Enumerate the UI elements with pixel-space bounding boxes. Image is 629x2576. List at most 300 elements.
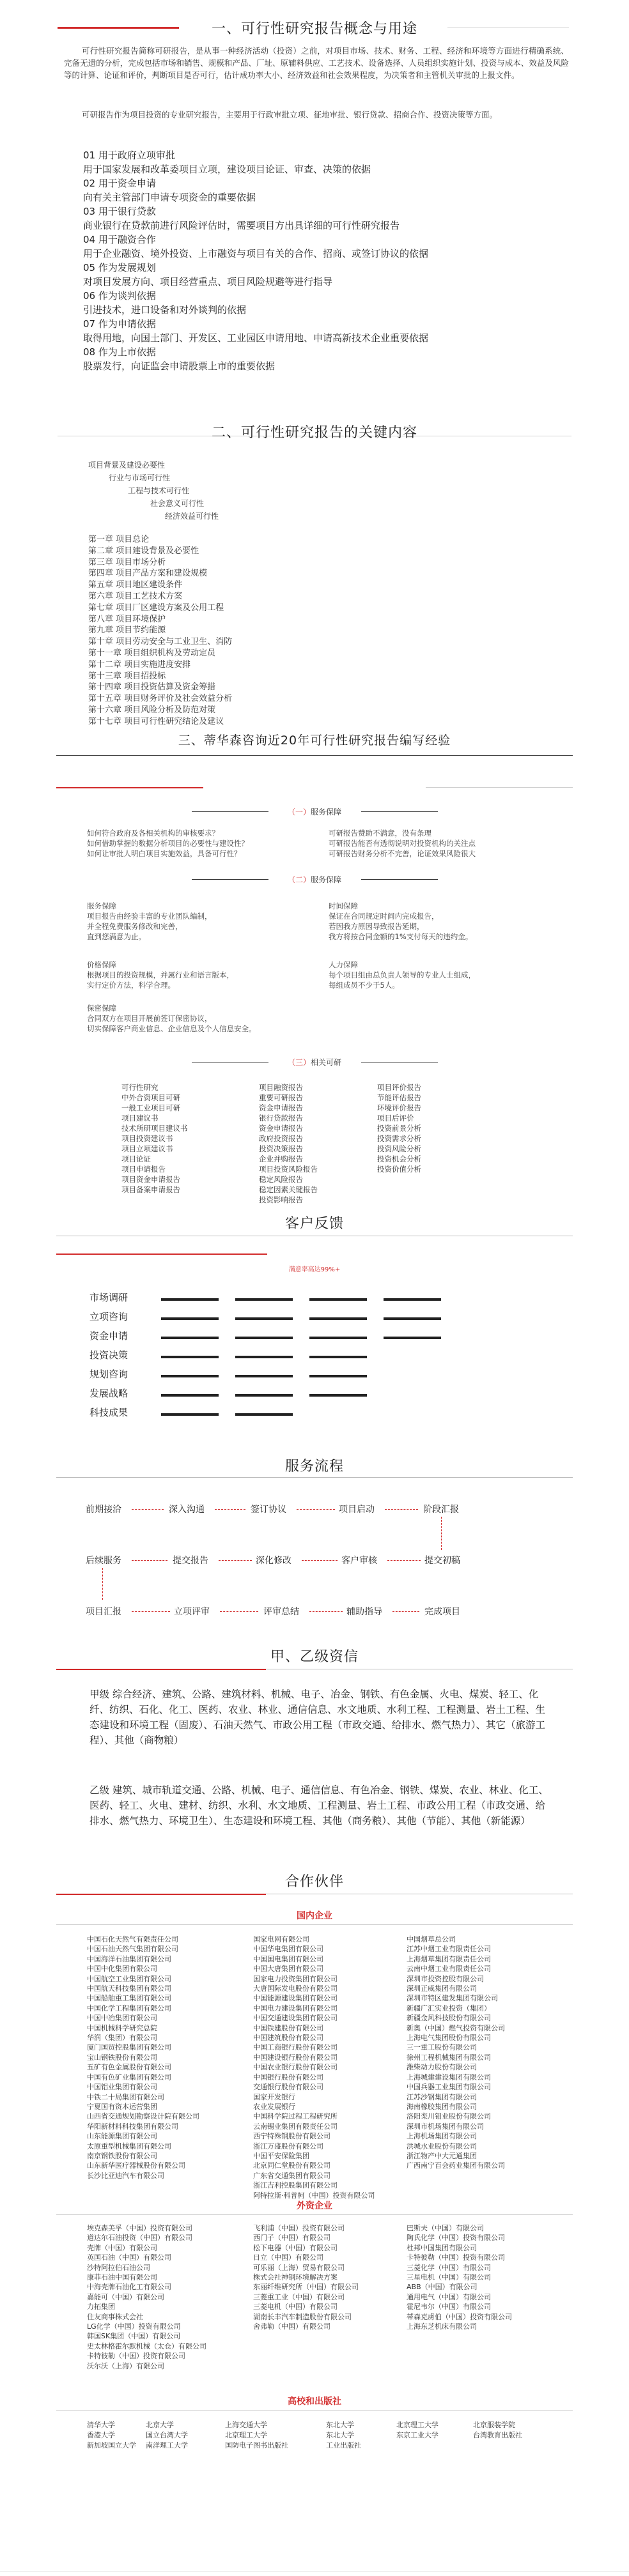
related-heading-text: 相关可研 (311, 1058, 342, 1067)
related-link[interactable]: 政府投资报告 (259, 1134, 303, 1143)
partner-name: 中国工商银行股份有限公司 (253, 2043, 338, 2052)
flow-connector (297, 1509, 335, 1510)
related-link[interactable]: 中外合资项目可研 (121, 1093, 180, 1102)
partner-name: 浙江吉利控股集团有限公司 (253, 2181, 338, 2190)
related-link[interactable]: 一般工业项目可研 (121, 1103, 180, 1112)
related-link[interactable]: 投资风险分析 (377, 1144, 421, 1153)
flow-connector (441, 1517, 442, 1550)
tree-level-2: 行业与市场可行性 (109, 473, 171, 482)
flow-step: 完成项目 (424, 1607, 460, 1617)
flow-title: 服务流程 (284, 1459, 344, 1475)
flow-step: 项目汇报 (86, 1607, 121, 1617)
tree-level-4: 社会意义可行性 (150, 499, 205, 508)
flow-step: 提交初稿 (424, 1556, 460, 1566)
partner-name: 厦门国贸控股集团有限公司 (87, 2043, 171, 2052)
feedback-bar (384, 1317, 441, 1320)
partner-name: 山东新华医疗器械股份有限公司 (87, 2161, 185, 2170)
feedback-bar (161, 1375, 219, 1377)
service-guarantee (87, 901, 212, 942)
chapter-list (88, 534, 232, 728)
partner-name: 北京服装学院 (473, 2421, 515, 2429)
guarantee-concerns (329, 828, 476, 859)
partner-name: 卡特彼勒（中国）投资有限公司 (407, 2253, 505, 2262)
qualification-accent-rule (56, 1669, 266, 1670)
feedback-bar (235, 1413, 293, 1416)
related-link[interactable]: 投资需求分析 (377, 1134, 421, 1143)
partner-name: 陶氏化学（中国）投资有限公司 (407, 2234, 505, 2242)
partner-column (407, 1935, 505, 2171)
partner-name: 中国铝业集团有限公司 (87, 2083, 157, 2092)
partner-name: 中国中冶集团有限公司 (87, 2014, 157, 2023)
partner-name: 交通银行股份有限公司 (253, 2083, 323, 2092)
flow-connector (220, 1611, 258, 1613)
partner-name: 中国电力建设集团有限公司 (253, 2004, 338, 2012)
partner-column (396, 2420, 439, 2441)
feedback-label: 科技成果 (89, 1407, 128, 1418)
feedback-bar (235, 1298, 293, 1301)
flow-step: 深入沟通 (169, 1505, 205, 1515)
partner-name: 国家电网有限公司 (253, 1935, 309, 1943)
chapter-item: 第五章 项目地区建设条件 (88, 580, 183, 590)
partner-name: 中国化学工程集团有限公司 (87, 2004, 171, 2012)
partner-name: 深圳市投资控股有限公司 (407, 1974, 484, 1983)
price-text: 根据项目的投资规模，并属行业和语言版本， (87, 970, 234, 979)
feedback-bar (161, 1317, 219, 1320)
partner-name: 海南橡胶集团有限公司 (407, 2102, 477, 2111)
partner-name: 深圳市特区建发集团有限公司 (407, 1994, 498, 2003)
related-link[interactable]: 资金申请报告 (259, 1124, 303, 1133)
partner-name: 韩国SK集团（中国）有限公司 (87, 2332, 181, 2341)
qualification-title: 甲、乙级资信 (270, 1649, 359, 1665)
partner-name: 上海电气集团股份有限公司 (407, 2034, 491, 2043)
partner-name: ABB（中国）有限公司 (407, 2283, 478, 2292)
flow-connector (132, 1560, 167, 1561)
feedback-row (89, 1343, 486, 1363)
partner-name: 上海东芝机床有限公司 (407, 2322, 477, 2331)
service-text: 项目报告由经验丰富的专业团队编制， (87, 912, 212, 921)
partner-name: 农业发展银行 (253, 2102, 295, 2111)
partner-name: 南洋理工大学 (146, 2441, 188, 2450)
use-heading-apply: 07 作为申请依据 (83, 318, 156, 330)
flow-step: 评审总结 (263, 1607, 299, 1617)
partner-column (473, 2420, 522, 2441)
uses-list (83, 148, 569, 373)
partner-name: 史太林格霍尔默机械（太仓）有限公司 (87, 2342, 206, 2350)
partner-name: 蒂森克虏伯（中国）投资有限公司 (407, 2312, 512, 2321)
partner-name: 中国有色矿业集团有限公司 (87, 2073, 171, 2082)
related-link[interactable]: 项目后评价 (377, 1114, 414, 1123)
partner-name: 清华大学 (87, 2421, 115, 2429)
partner-name: 东北大学 (326, 2421, 354, 2429)
flow-step: 提交报告 (173, 1556, 208, 1566)
related-link[interactable]: 重要可研报告 (259, 1093, 303, 1102)
feedback-bar (235, 1337, 293, 1339)
partner-name: 西门子（中国）有限公司 (253, 2234, 330, 2242)
feedback-bar (235, 1317, 293, 1320)
use-heading-ipo: 08 作为上市依据 (83, 346, 156, 358)
staff-title: 人力保障 (329, 960, 358, 969)
partner-name: 上海机场集团有限公司 (407, 2132, 477, 2141)
related-link[interactable]: 资金申请报告 (259, 1103, 303, 1112)
feedback-bar (161, 1337, 219, 1339)
partner-name: 北京大学 (146, 2421, 174, 2429)
service-text: 直到您满意为止。 (87, 932, 146, 941)
class-b-qualification: 乙级 建筑、城市轨道交通、公路、机械、电子、通信信息、有色冶金、钢铁、煤炭、农业、林业、化工、医药、轻工、火电、建材、纺织、水利、水文地质、工程测量、岩土工程、市政公用工程（市政交通、给排水、燃气热力、环境卫生）、生态建设和环境工程、其他（商务粮）、其他（节能）、其他（新能源） (89, 1784, 548, 1827)
related-link[interactable]: 项目投资建议书 (121, 1134, 173, 1143)
feedback-bar (235, 1394, 293, 1397)
partner-name: 舍弗勒（中国）有限公司 (253, 2322, 330, 2331)
partner-name: 华润（集团）有限公司 (87, 2034, 157, 2043)
feedback-bar (309, 1356, 367, 1358)
feedback-label: 发展战略 (89, 1388, 128, 1399)
chapter-item: 第十一章 项目组织机构及劳动定员 (88, 648, 216, 658)
section3-title: 三、蒂华森咨询近20年可行性研究报告编写经验 (178, 733, 451, 747)
partner-name: 洪城水业股份有限公司 (407, 2142, 477, 2150)
partner-name: 江苏沙钢集团有限公司 (407, 2092, 477, 2101)
price-guarantee (87, 960, 234, 990)
partner-name: 三一重工股份有限公司 (407, 2043, 477, 2052)
partner-name: 南京钢铁股份有限公司 (87, 2151, 157, 2160)
feedback-accent-rule (56, 1254, 267, 1255)
partner-name: 浙江物产中大元通集团 (407, 2151, 477, 2160)
related-link[interactable]: 项目资金申请报告 (121, 1175, 180, 1184)
partner-name: 中国农业银行股份有限公司 (253, 2063, 338, 2072)
partner-name: 中国交通建设集团有限公司 (253, 2014, 338, 2023)
confidential-title: 保密保障 (87, 1004, 116, 1013)
time-text: 我方将按合同金额的1%支付每天的违约金。 (329, 932, 473, 941)
subhead-rule (192, 811, 268, 812)
section1-title: 一、可行性研究报告概念与用途 (211, 21, 417, 37)
partner-name: 道达尔石油投资（中国）有限公司 (87, 2234, 192, 2242)
chapter-item: 第十章 项目劳动安全与工业卫生、消防 (88, 637, 233, 647)
partner-name: 湖南长丰汽车制造股份有限公司 (253, 2312, 352, 2321)
partner-name: 嘉能可（中国）有限公司 (87, 2292, 164, 2301)
partner-name: 中国科学院过程工程研究所 (253, 2112, 338, 2121)
partner-column (225, 2420, 288, 2451)
time-text: 若因我方原因导致报告延期， (329, 922, 424, 931)
partner-name: 深圳市机场集团有限公司 (407, 2122, 484, 2131)
flow-step: 客户审核 (341, 1556, 377, 1566)
use-desc-apply: 取得用地，向国土部门、开发区、工业园区申请用地、申请高新技术企业重要依据 (83, 332, 429, 344)
partner-name: 国防电子图书出版社 (225, 2441, 288, 2450)
partner-name: 东京工业大学 (396, 2431, 439, 2439)
flow-step: 立项评审 (174, 1607, 210, 1617)
use-heading-plan: 05 作为发展规划 (83, 262, 156, 273)
partner-name: 新奥（中国）燃气投资有限公司 (407, 2023, 505, 2032)
chapter-item: 第八章 项目环境保护 (88, 614, 166, 624)
partner-name: 江苏中烟工业有限责任公司 (407, 1945, 491, 1954)
time-title: 时间保障 (329, 901, 358, 910)
partner-name: 东北大学 (326, 2431, 354, 2439)
partner-column (326, 2420, 361, 2451)
subhead-rule (361, 811, 438, 812)
related-link[interactable]: 投资决策报告 (259, 1144, 303, 1153)
chapter-item: 第十六章 项目风险分析及防范对策 (88, 705, 216, 715)
feedback-bar (309, 1317, 367, 1320)
use-heading-fund: 02 用于资金申请 (83, 178, 156, 189)
flow-connector (132, 1509, 164, 1510)
feedback-label: 投资决策 (89, 1349, 128, 1361)
chapter-item: 第十五章 项目财务评价及社会效益分析 (88, 694, 233, 704)
partner-column (87, 1935, 199, 2181)
related-link[interactable]: 银行贷款报告 (259, 1114, 303, 1123)
flow-connector (219, 1560, 252, 1561)
partner-name: 台湾教育出版社 (473, 2431, 522, 2439)
partner-name: 山东能源集团有限公司 (87, 2132, 157, 2141)
partner-name: 大唐国际发电股份有限公司 (253, 1984, 338, 1993)
partner-name: 埃克森美孚（中国）投资有限公司 (87, 2224, 192, 2232)
guarantee-questions (87, 828, 249, 859)
flow-step: 深化修改 (256, 1556, 291, 1566)
feedback-label: 资金申请 (89, 1330, 128, 1342)
partner-name: 住友商事株式会社 (87, 2312, 143, 2321)
category-divider (56, 2410, 573, 2411)
related-link[interactable]: 投资机会分析 (377, 1154, 421, 1163)
partner-name: 工业出版社 (326, 2441, 361, 2450)
chapter-item: 第二章 项目建设背景及必要性 (88, 546, 199, 556)
flow-step: 签订协议 (251, 1505, 286, 1515)
concern-item: 可研报告赞助不满意，没有条理 (329, 829, 431, 838)
flow-divider (56, 1477, 573, 1478)
partner-name: 上海烟草集团有限责任公司 (407, 1954, 491, 1963)
chapter-item: 第九章 项目节约能源 (88, 625, 166, 636)
chapter-item: 第十二章 项目实施进度安排 (88, 659, 191, 670)
section3-divider (426, 787, 573, 788)
partner-name: 五矿有色金属股份有限公司 (87, 2063, 171, 2072)
feedback-bar (235, 1356, 293, 1358)
related-link[interactable]: 项目评价报告 (377, 1083, 421, 1092)
partner-name: 广东省交通集团有限公司 (253, 2171, 330, 2180)
partner-name: 中国建设银行股份有限公司 (253, 2053, 338, 2062)
feedback-label: 立项咨询 (89, 1311, 128, 1322)
academic-title: 高校和出版社 (288, 2396, 341, 2407)
flow-connector (102, 1568, 104, 1600)
partner-name: 松下电器（中国）有限公司 (253, 2243, 338, 2252)
tree-level-3: 工程与技术可行性 (128, 486, 190, 495)
partner-name: 株式会社神钢环境解决方案 (253, 2273, 338, 2282)
tree-level-5: 经济效益可行性 (165, 512, 219, 521)
partner-name: 力拓集团 (87, 2303, 115, 2312)
staff-text: 每组成员不少于5人。 (329, 981, 400, 990)
partner-column (253, 2223, 359, 2331)
partner-name: 中国船舶重工集团有限公司 (87, 1994, 171, 2003)
related-link[interactable]: 项目投资风险报告 (259, 1165, 318, 1174)
partner-name: 中国烟草总公司 (407, 1935, 456, 1943)
flow-step: 前期接洽 (86, 1505, 121, 1515)
chapter-item: 第十七章 项目可行性研究结论及建议 (88, 716, 224, 726)
flow-connector (387, 1560, 421, 1561)
related-link[interactable]: 稳定风险报告 (259, 1175, 303, 1184)
class-a-qualification: 甲级 综合经济、建筑、公路、建筑材料、机械、电子、冶金、钢铁、有色金属、火电、煤炭、轻工、化纤、纺织、石化、化工、医药、农业、林业、通信信息、水文地质、水利工程、工程测量、岩土工程、生态建设和环境工程（固废）、石油天然气、市政公用工程（市政交通、给排水、燃气热力）、其它（旅游工程）、其他（商物粮） (89, 1689, 546, 1746)
flow-step: 后续服务 (86, 1556, 121, 1566)
partner-name: 卡特彼勒（中国）投资有限公司 (87, 2352, 185, 2361)
service-text: 并全程免费服务修改和完善， (87, 922, 183, 931)
flow-step: 项目启动 (339, 1505, 375, 1515)
partner-name: 飞利浦（中国）投资有限公司 (253, 2224, 345, 2232)
guarantee-heading-num: （一） (287, 808, 311, 816)
related-list (121, 1082, 518, 1210)
partner-name: 日立（中国）有限公司 (253, 2253, 323, 2262)
flow-connector (132, 1611, 170, 1613)
chapter-item: 第七章 项目厂区建设方案及公用工程 (88, 602, 224, 613)
flow-step: 阶段汇报 (423, 1505, 459, 1515)
partner-name: 三菱化学（中国）有限公司 (407, 2263, 491, 2272)
partner-name: 壳牌（中国）有限公司 (87, 2243, 157, 2252)
partner-name: 深圳正威集团有限公司 (407, 1984, 477, 1993)
partner-name: 新加坡国立大学 (87, 2441, 136, 2450)
foreign-title: 外资企业 (297, 2201, 332, 2211)
chapter-item: 第三章 项目市场分析 (88, 557, 166, 567)
guarantee2-heading-text: 服务保障 (311, 875, 342, 884)
category-divider (56, 1924, 573, 1925)
partner-name: 中国石油天然气集团有限公司 (87, 1945, 178, 1954)
partner-name: 可乐丽（上海）贸易有限公司 (253, 2263, 345, 2272)
partner-name: 中国航天科技集团有限公司 (87, 1984, 171, 1993)
partner-name: 北京同仁堂股份有限公司 (253, 2161, 330, 2170)
partner-name: 国立台湾大学 (146, 2431, 188, 2439)
section3-accent-rule (56, 787, 203, 788)
chapter-item: 第十四章 项目投资估算及资金筹措 (88, 682, 216, 693)
guarantee2-heading-num: （二） (287, 875, 311, 884)
partner-name: 通用电气（中国）有限公司 (407, 2292, 491, 2301)
related-link[interactable]: 项目申请报告 (121, 1165, 166, 1174)
flow-connector (215, 1509, 245, 1510)
related-link[interactable]: 稳定因素关键报告 (259, 1185, 318, 1194)
feedback-bar (309, 1337, 367, 1339)
flow-connector (309, 1611, 343, 1613)
use-desc-ipo: 股票发行，向证监会申请股票上市的重要依据 (83, 360, 276, 372)
partners-accent-rule (56, 1894, 266, 1895)
related-link[interactable]: 投资价值分析 (377, 1165, 421, 1174)
related-link[interactable]: 可行性研究 (121, 1083, 159, 1092)
partner-name: 新疆金风科技股份有限公司 (407, 2014, 491, 2023)
question-item: 如何让审批人明白项目实施效益，具备可行性？ (87, 849, 242, 858)
related-link[interactable]: 投资前景分析 (377, 1124, 421, 1133)
feedback-row (89, 1324, 486, 1344)
partner-name: 中国航空工业集团有限公司 (87, 1974, 171, 1983)
feedback-bar (309, 1298, 367, 1301)
feedback-row (89, 1305, 486, 1325)
staff-guarantee (329, 960, 476, 990)
related-link[interactable]: 项目论证 (121, 1154, 151, 1163)
partners-title: 合作伙伴 (284, 1874, 344, 1890)
related-link[interactable]: 项目立项建议书 (121, 1144, 173, 1153)
use-desc-finance: 用于企业融资、境外投资、上市融资与项目有关的合作、招商、或签订协议的依据 (83, 248, 429, 259)
use-heading-negotiate: 06 作为谈判依据 (83, 290, 156, 302)
guarantee2-heading (0, 874, 629, 885)
partner-name: 沃尔沃（上海）有限公司 (87, 2361, 164, 2370)
section2-title: 二、可行性研究报告的关键内容 (211, 425, 417, 441)
use-desc-fund: 向有关主管部门申请专项资金的重要依据 (83, 192, 256, 203)
partner-name: 北京理工大学 (225, 2431, 267, 2439)
partner-name: 中国中化集团有限公司 (87, 1965, 157, 1974)
related-col-3 (377, 1082, 421, 1174)
related-link[interactable]: 项目建议书 (121, 1114, 159, 1123)
confidential-text: 合同双方在项目开展前签订保密协议， (87, 1014, 212, 1023)
partner-name: 华阳新材料科技集团有限公司 (87, 2122, 178, 2131)
partner-name: 中国能源建设集团有限公司 (253, 1994, 338, 2003)
partner-name: 三菱电机（中国）有限公司 (253, 2303, 338, 2312)
related-link[interactable]: 项目备案申请报告 (121, 1185, 180, 1194)
partner-name: 浙江万盛股份有限公司 (253, 2142, 323, 2150)
partner-name: 西宁特殊钢股份有限公司 (253, 2132, 330, 2141)
price-title: 价格保障 (87, 960, 116, 969)
partner-name: 中国银行股份有限公司 (253, 2073, 323, 2082)
feedback-bar (309, 1394, 367, 1397)
chapter-item: 第十三章 项目招投标 (88, 671, 166, 681)
related-link[interactable]: 节能评估报告 (377, 1093, 421, 1102)
related-heading-num: （三） (287, 1058, 311, 1067)
partner-name: 东丽纤维研究所（中国）有限公司 (253, 2283, 359, 2292)
related-col-1 (121, 1082, 188, 1195)
partner-name: 中国平安保险集团 (253, 2151, 309, 2160)
guarantee-heading-text: 服务保障 (311, 808, 342, 816)
flow-connector (392, 1611, 419, 1613)
use-desc-negotiate: 引进技术，进口设备和对外谈判的依据 (83, 304, 247, 316)
guarantee-heading (0, 806, 629, 817)
feedback-bar (161, 1356, 219, 1358)
time-guarantee (329, 901, 472, 942)
related-heading (0, 1057, 629, 1068)
partner-name: 中国海洋石油集团有限公司 (87, 1954, 171, 1963)
partner-name: 三星电机（中国）有限公司 (407, 2273, 491, 2282)
partner-name: 巴斯夫（中国）有限公司 (407, 2224, 484, 2232)
intro-paragraph: 可行性研究报告简称可研报告，是从事一种经济活动（投资）之前，对项目市场、技术、财务、工程、经济和环境等方面进行精确系统、完备无遗的分析，完成包括市场和销售、规模和产品、厂址、原辅料供应、工艺技术、设备选择、人员组织实施计划、投资与成本、效益及风险等的计算、论证和评价，判断项目是否可行，估计成功率大小、经济效益和社会效果程度，为决策者和主管机关审批的上报文件。 (64, 46, 569, 80)
related-link[interactable]: 技术所研项目建议书 (121, 1124, 188, 1133)
usage-paragraph: 可研报告作为项目投资的专业研究报告，主要用于行政审批立项、征地审批、银行贷款、招商合作、投资决策等方面。 (82, 110, 498, 119)
category-divider (56, 2214, 573, 2215)
related-col-2 (259, 1082, 318, 1205)
partner-name: 上海城建建设集团有限公司 (407, 2073, 491, 2082)
feedback-bar (161, 1298, 219, 1301)
feedback-bar (161, 1413, 219, 1416)
partner-column (146, 2420, 188, 2451)
partner-name: 新疆广汇实业投资（集团） (407, 2004, 491, 2012)
use-desc-loan: 商业银行在贷款前进行风险评估时，需要项目方出具详细的可行性研究报告 (83, 220, 400, 231)
feedback-row (89, 1362, 486, 1383)
partner-column (253, 1935, 375, 2200)
partner-name: 云南中烟工业有限责任公司 (407, 1965, 491, 1974)
related-link[interactable]: 项目融资报告 (259, 1083, 303, 1092)
partner-column (87, 2420, 136, 2451)
partner-name: 国家电力投资集团有限公司 (253, 1974, 338, 1983)
partner-name: 国家开发银行 (253, 2092, 295, 2101)
partner-name: 康菲石油中国有限公司 (87, 2273, 157, 2282)
confidential-text: 切实保障客户商业信息、企业信息及个人信息安全。 (87, 1024, 256, 1033)
partner-name: 中国机械科学研究总院 (87, 2023, 157, 2032)
related-link[interactable]: 投资影响报告 (259, 1195, 303, 1204)
feedback-label: 规划咨询 (89, 1368, 128, 1380)
subhead-rule (192, 879, 268, 880)
related-link[interactable]: 环境评价报告 (377, 1103, 421, 1112)
partner-column (407, 2223, 512, 2331)
question-item: 如何借助掌握的数据分析项目的必要性与建设性？ (87, 839, 249, 848)
flow-step: 辅助指导 (346, 1607, 382, 1617)
partner-name: 中海壳牌石油化工有限公司 (87, 2283, 171, 2292)
partner-name: 上海交通大学 (225, 2421, 267, 2429)
feedback-title: 客户反馈 (284, 1216, 344, 1232)
partner-name: 徐州工程机械集团有限公司 (407, 2053, 491, 2062)
section3-underline (56, 755, 573, 756)
feedback-bar (161, 1394, 219, 1397)
partner-name: 杜邦中国集团有限公司 (407, 2243, 477, 2252)
concern-item: 可研报告能否有透彻说明对投资机构的关注点 (329, 839, 476, 848)
partner-name: 中国建筑股份有限公司 (253, 2034, 323, 2043)
partner-name: LG化学（中国）投资有限公司 (87, 2322, 181, 2331)
partner-name: 广西南宁百会药业集团有限公司 (407, 2161, 505, 2170)
related-link[interactable]: 企业并购报告 (259, 1154, 303, 1163)
service-title: 服务保障 (87, 901, 116, 910)
